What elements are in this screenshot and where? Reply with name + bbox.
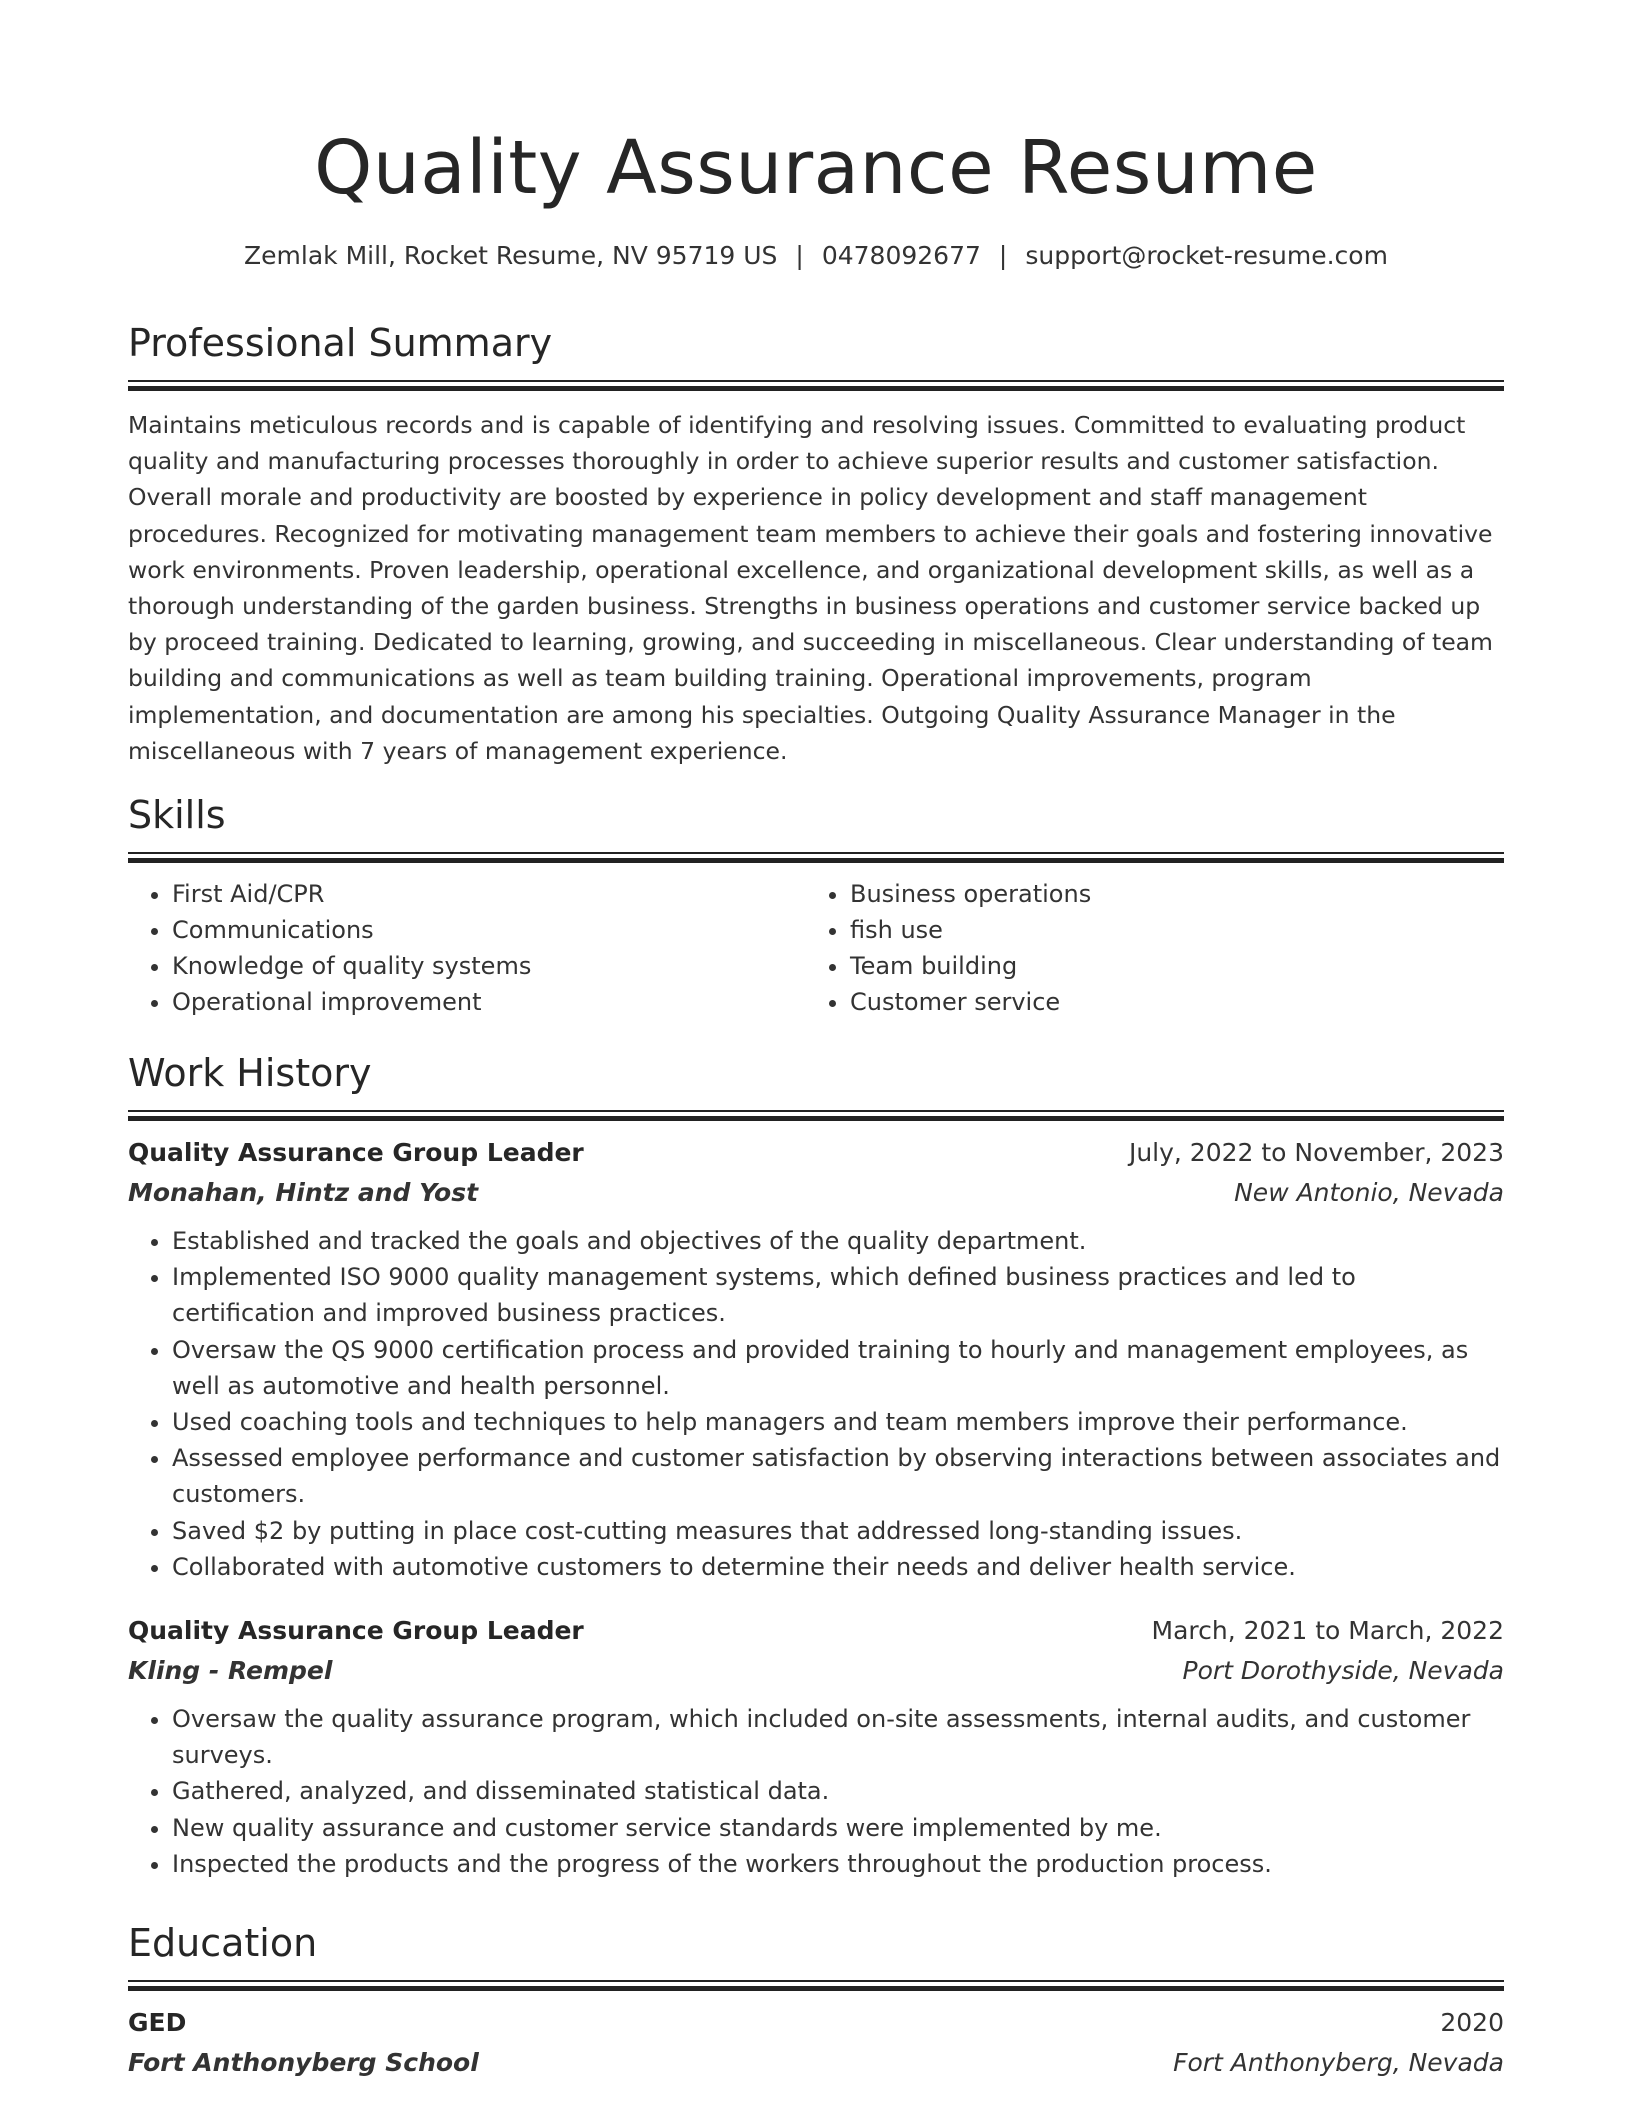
contact-line [128,238,1504,274]
section-divider [128,1110,1504,1121]
job-bullet: • Oversaw the quality assurance program, which included on-site assessments, internal audits, and customer surveys. [172,1701,1504,1773]
education-section [128,1918,1504,2083]
education-entry [128,2003,1504,2083]
job-entry [128,1611,1504,1882]
skill-item: • First Aid/CPR [172,876,806,912]
education-location: Fort Anthonyberg, Nevada [1173,2048,1504,2077]
job-bullet: • New quality assurance and customer service standards were implemented by me. [172,1810,1504,1846]
section-divider [128,852,1504,863]
job-bullet: • Inspected the products and the progress of the workers throughout the production process. [172,1846,1504,1882]
contact-separator: | [795,241,804,270]
job-company: Kling - Rempel [128,1656,333,1686]
skills-columns [128,876,1504,1020]
skill-item: • fish use [850,912,1484,948]
skills-section [128,790,1504,1020]
contact-email: support@rocket-resume.com [1025,241,1388,270]
job-title: Quality Assurance Group Leader [128,1616,584,1646]
job-title: Quality Assurance Group Leader [128,1138,584,1167]
work-history-heading: Work History [128,1051,372,1095]
job-dates: July, 2022 to November, 2023 [1128,1138,1504,1167]
job-bullet: • Oversaw the QS 9000 certification process and provided training to hourly and management employees, as well as automotive and health personnel. [172,1332,1504,1404]
skills-list-right [806,876,1484,1020]
education-year: 2020 [1440,2008,1504,2037]
job-company: Monahan, Hintz and Yost [128,1178,479,1207]
job-bullet: • Established and tracked the goals and objectives of the quality department. [172,1223,1504,1259]
summary-heading: Professional Summary [128,321,553,365]
job-bullet: • Gathered, analyzed, and disseminated statistical data. [172,1773,1504,1809]
job-bullet: • Implemented ISO 9000 quality management systems, which defined business practices and led to certification and improved business practices. [172,1259,1504,1331]
skill-item: • Operational improvement [172,984,806,1020]
job-bullet: • Assessed employee performance and customer satisfaction by observing interactions between associates and customers. [172,1440,1504,1512]
contact-phone: 0478092677 [821,241,981,270]
job-bullets [128,1223,1504,1585]
skills-list-left [128,876,806,1020]
skills-heading: Skills [128,793,226,837]
summary-section [128,318,1504,769]
skill-item: • Team building [850,948,1484,984]
contact-address: Zemlak Mill, Rocket Resume, NV 95719 US [244,241,778,270]
job-bullet: • Saved $2 by putting in place cost-cutting measures that addressed long-standing issues. [172,1513,1504,1549]
summary-text: Maintains meticulous records and is capable of identifying and resolving issues. Committed to evaluating product quality and manufacturing processes thoroughly in order to achieve superior results and customer satisfaction. Overall morale and productivity are boosted by experience in policy development and staff management procedures. Recognized for motivating management team members to achieve their goals and fostering innovative work environments. Proven leadership, operational excellence, and organizational development skills, as well as a thorough understanding of the garden business. Strengths in business operations and customer service backed up by proceed training. Dedicated to learning, growing, and succeeding in miscellaneous. Clear understanding of team building and communications as well as team building training. Operational improvements, program implementation, and documentation are among his specialties. Outgoing Quality Assurance Manager in the miscellaneous with 7 years of management experience. [128,411,1493,765]
job-bullet: • Used coaching tools and techniques to help managers and team members improve their performance. [172,1404,1504,1440]
skill-item: • Customer service [850,984,1484,1020]
resume-title: Quality Assurance Resume [314,125,1318,211]
skill-item: • Knowledge of quality systems [172,948,806,984]
contact-separator: | [998,241,1008,270]
job-location: Port Dorothyside, Nevada [1182,1656,1504,1686]
skill-item: • Business operations [850,876,1484,912]
skill-item: • Communications [172,912,806,948]
section-divider [128,380,1504,391]
job-location: New Antonio, Nevada [1234,1178,1504,1207]
section-divider [128,1980,1504,1991]
education-degree: GED [128,2008,187,2037]
education-school: Fort Anthonyberg School [128,2048,479,2077]
job-bullets [128,1701,1504,1882]
job-entry [128,1133,1504,1585]
work-history-section [128,1048,1504,1882]
job-bullet: • Collaborated with automotive customers to determine their needs and deliver health service. [172,1549,1504,1585]
job-dates: March, 2021 to March, 2022 [1151,1616,1504,1646]
education-heading: Education [128,1921,318,1965]
